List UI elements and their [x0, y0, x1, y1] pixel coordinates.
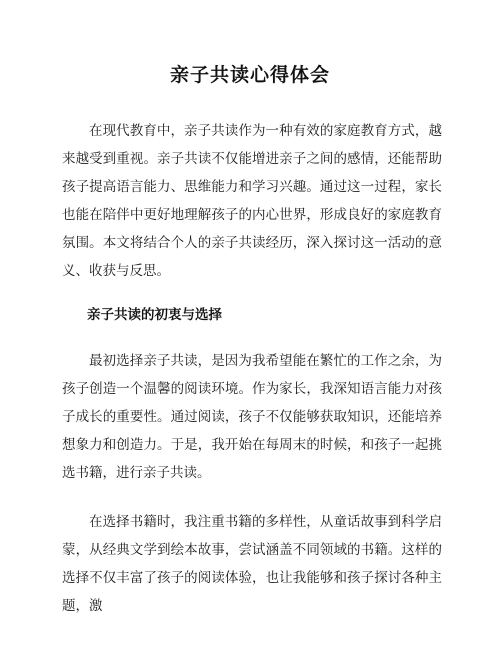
document-title: 亲子共读心得体会	[169, 64, 330, 86]
body-paragraph: 在选择书籍时，我注重书籍的多样性，从童话故事到科学启蒙，从经典文学到绘本故事，尝试涵盖不同领域的书籍。这样的选择不仅丰富了孩子的阅读体验，也让我能够和孩子探讨各种主题，激	[62, 514, 442, 614]
body-paragraph: 最初选择亲子共读，是因为我希望能在繁忙的工作之余，为孩子创造一个温馨的阅读环境。作为家长，我深知语言能力对孩子成长的重要性。通过阅读，孩子不仅能够获取知识，还能培养想象力和创造力。于是，我开始在每周末的时候，和孩子一起挑选书籍，进行亲子共读。	[62, 353, 442, 481]
section-heading: 亲子共读的初衷与选择	[87, 307, 222, 323]
intro-paragraph: 在现代教育中，亲子共读作为一种有效的家庭教育方式，越来越受到重视。亲子共读不仅能增进亲子之间的感情，还能帮助孩子提高语言能力、思维能力和学习兴趣。通过这一过程，家长也能在陪伴中更好地理解孩子的内心世界，形成良好的家庭教育氛围。本文将结合个人的亲子共读经历，深入探讨这一活动的意义、收获与反思。	[62, 123, 442, 279]
